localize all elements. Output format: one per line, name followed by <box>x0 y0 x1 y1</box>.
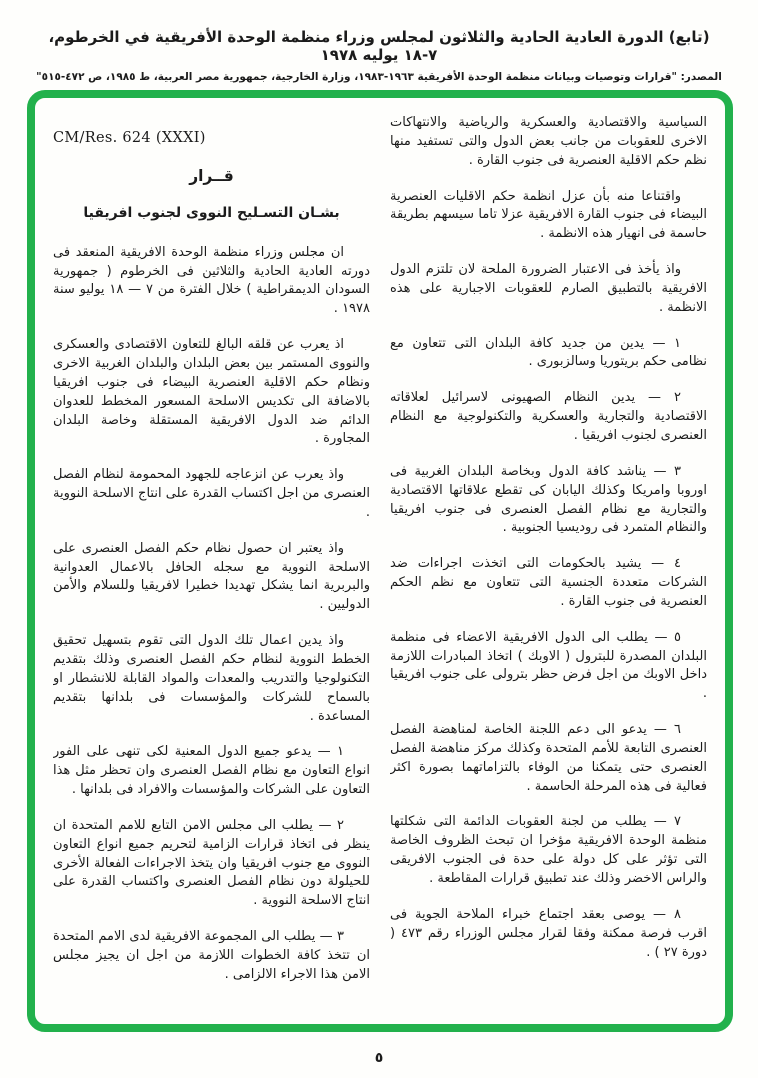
numbered-clause-7: ٧ — يطلب من لجنة العقوبات الدائمة التى شكلتها منظمة الوحدة الافريقية مؤخرا ان تبحث الظروف الخاصة التى تؤثر على كل دولة على حدة فى الجنوب الافريقى والراس الاخضر وذلك عند تطبيق قرارات المقاطعة . <box>390 814 707 886</box>
right-column <box>390 114 707 1014</box>
resolution-title: قــرار <box>189 167 234 186</box>
source-citation: المصدر: "قرارات وتوصيات وبيانات منظمة الوحدة الأفريقية ١٩٦٣-١٩٨٣، وزارة الخارجية، جمهورية مصر العربية، ط ١٩٨٥، ص ٤٧٢-٥١٥" <box>36 71 722 83</box>
session-title: (تابع) الدورة العادية الحادية والثلاثون لمجلس وزراء منظمة الوحدة الأفريقية في الخرطوم، ٧-١٨ يوليه ١٩٧٨ <box>48 28 710 64</box>
two-column-layout <box>53 114 707 1014</box>
numbered-clause-5: ٥ — يطلب الى الدول الافريقية الاعضاء فى منظمة البلدان المصدرة للبترول ( الاوبك ) اتخاذ المبادرات اللازمة داخل الاوبك من اجل فرض حظر بترولى على جنوب افريقيا . <box>390 629 707 702</box>
resolution-subtitle: بشـان التسـليح النووى لجنوب افريقيا <box>83 205 340 222</box>
numbered-clause-2: ٢ — يطلب الى مجلس الامن التابع للامم المتحدة ان ينظر فى اتخاذ قرارات الزامية لتحريم جميع انواع التعاون النووى مع جنوب افريقيا وان يتخذ الاجراءات الفعالة الأخرى للحيلولة دون نظام الفصل العنصرى واكتساب القدرة على انتاج الاسلحة النووية . <box>53 817 370 909</box>
paragraph: واقتناعا منه بأن عزل انظمة حكم الاقليات العنصرية البيضاء فى جنوب القارة الافريقية عزلا تاما سيسهم بطريقة حاسمة فى انهيار هذه الانظمة . <box>390 188 707 242</box>
resolution-number: CM/Res. 624 (XXXI) <box>53 130 206 146</box>
numbered-clause-3: ٣ — يطلب الى المجموعة الافريقية لدى الامم المتحدة ان تتخذ كافة الخطوات اللازمة من اجل ان يجيز مجلس الامن هذا الاجراء الالزامى . <box>53 929 370 982</box>
paragraph: واذ يدين اعمال تلك الدول التى تقوم بتسهيل تحقيق الخطط النووية لنظام حكم الفصل العنصرى وذلك بتقديم التكنولوجيا والتدريب والمعدات والمواد القابلة للانشطار او بالسماح للشركات والمؤسسات فى بلدانها بتقديم المساعدة . <box>53 633 370 724</box>
paragraph: واذ يعتبر ان حصول نظام حكم الفصل العنصرى على الاسلحة النووية مع سجله الحافل بالاعمال العدوانية والبربرية انما يشكل تهديدا خطيرا لافريقيا وللسلام والأمن الدوليين . <box>53 540 370 613</box>
left-column <box>53 114 370 1014</box>
paragraph: ان مجلس وزراء منظمة الوحدة الافريقية المنعقد فى دورته العادية الحادية والثلاثين فى الخرطوم ( جمهورية السودان الديمقراطية ) خلال الفترة من ٧ — ١٨ يوليو سنة ١٩٧٨ . <box>53 244 370 317</box>
numbered-clause-8: ٨ — يوصى بعقد اجتماع خبراء الملاحة الجوية فى اقرب فرصة ممكنة وفقا لقرار مجلس الوزراء رقم ٤٧٣ ( دورة ٢٧ ) . <box>390 906 707 960</box>
paragraph: واذ يعرب عن انزعاجه للجهود المحمومة لنظام الفصل العنصرى من اجل اكتساب القدرة على انتاج الاسلحة النووية . <box>53 467 370 520</box>
numbered-clause-1: ١ — يدين من جديد كافة البلدان التى تتعاون مع نظامى حكم بريتوريا وسالزبورى . <box>390 335 707 370</box>
numbered-clause-2: ٢ — يدين النظام الصهيونى لاسرائيل لعلاقاته الاقتصادية والتجارية والعسكرية والتكنولوجية مع النظام العنصرى لجنوب افريقيا . <box>390 390 707 443</box>
numbered-clause-4: ٤ — يشيد بالحكومات التى اتخذت اجراءات ضد الشركات متعددة الجنسية التى تتعاون مع نظم الحكم العنصرية فى جنوب القارة . <box>390 556 707 609</box>
paragraph: واذ يأخذ فى الاعتبار الضرورة الملحة لان تلتزم الدول الافريقية بالتطبيق الصارم للعقوبات الاجبارية على هذه الانظمة . <box>390 262 707 315</box>
paragraph: السياسية والاقتصادية والعسكرية والرياضية والانتهاكات الاخرى للعقوبات من جانب بعض الدول والتى تستفيد منها نظم حكم الاقلية العنصرية فى جنوب القارة . <box>390 115 707 168</box>
numbered-clause-3: ٣ — يناشد كافة الدول وبخاصة البلدان الغربية فى اوروبا وامريكا وكذلك اليابان كى تقطع علاقاتها الاقتصادية والتجارية مع نظام الفصل العنصرى فى جنوب افريقيا والنظام المتمرد فى روديسيا الجنوبية . <box>390 463 707 536</box>
page-header <box>0 0 758 83</box>
page-number: ٥ <box>374 1050 384 1066</box>
numbered-clause-1: ١ — يدعو جميع الدول المعنية لكى تنهى على الفور انواع التعاون مع نظام الفصل العنصرى وان تحظر مثل هذا التعاون على الشركات والمؤسسات والافراد فى بلدانها . <box>53 744 370 798</box>
content-frame <box>27 90 733 1032</box>
numbered-clause-6: ٦ — يدعو الى دعم اللجنة الخاصة لمناهضة الفصل العنصرى التابعة للأمم المتحدة وكذلك مركز مناهضة الفصل العنصرى حتى يتمكنا من الوفاء بالتزاماتهما بصورة اكثر فعالية فى هذه المرحلة الحاسمة . <box>390 722 707 794</box>
paragraph: اذ يعرب عن قلقه البالغ للتعاون الاقتصادى والعسكرى والنووى المستمر بين بعض البلدان والبلدان الغربية الاخرى ونظام حكم الاقلية العنصرية البيضاء فى جنوب افريقيا بالاضافة الى تكديس الاسلحة المسعور المخطط للعدوان الدائم ضد الدول الافريقية المستقلة وخاصة البلدان المجاورة . <box>53 337 370 447</box>
